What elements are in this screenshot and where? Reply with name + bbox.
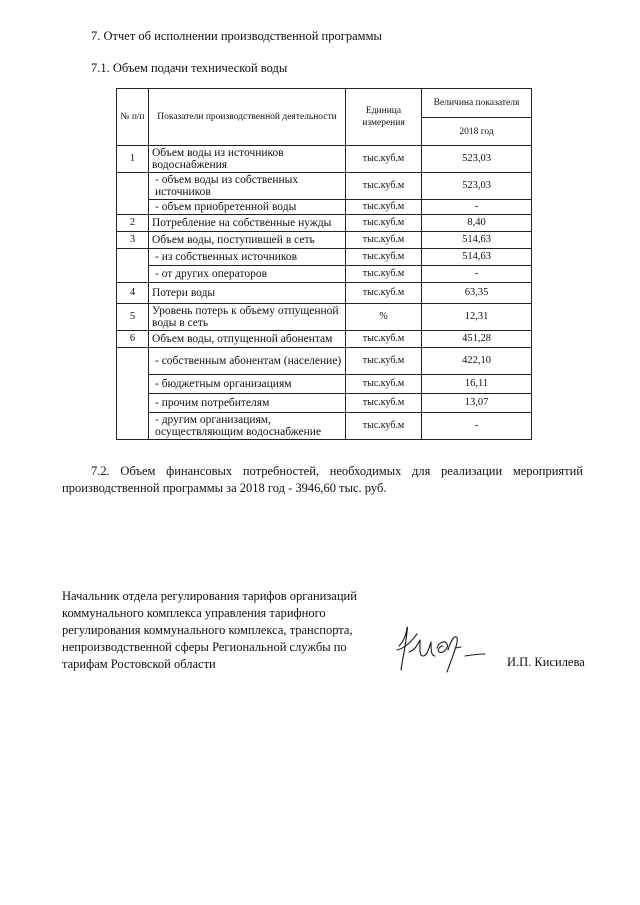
water-supply-table xyxy=(116,88,532,440)
table-row xyxy=(117,283,532,304)
table-row xyxy=(117,375,532,394)
table-row xyxy=(117,304,532,331)
row-value: 523,03 xyxy=(422,173,532,200)
row-value: - xyxy=(422,266,532,283)
section-title-7: 7. Отчет об исполнении производственной программы xyxy=(91,29,382,43)
table-row xyxy=(117,394,532,413)
row-name: - прочим потребителям xyxy=(149,394,346,413)
table-row xyxy=(117,173,532,200)
row-name: - из собственных источников xyxy=(149,249,346,266)
row-value: 16,11 xyxy=(422,375,532,394)
row-name: Уровень потерь к объему отпущенной воды в сеть xyxy=(149,304,346,331)
row-unit: тыс.куб.м xyxy=(346,348,422,375)
row-value: 422,10 xyxy=(422,348,532,375)
row-name: - объем воды из собственных источников xyxy=(149,173,346,200)
row-unit: тыс.куб.м xyxy=(346,394,422,413)
row-num: 6 xyxy=(117,331,149,348)
signatory-position-line: Начальник отдела регулирования тарифов организаций xyxy=(62,589,357,603)
table-row xyxy=(117,200,532,215)
header-indicator: Показатели производственной деятельности xyxy=(149,89,346,146)
row-name: - бюджетным организациям xyxy=(149,375,346,394)
table-row xyxy=(117,348,532,375)
row-value: 63,35 xyxy=(422,283,532,304)
row-value: 451,28 xyxy=(422,331,532,348)
row-num xyxy=(117,348,149,440)
row-value: 13,07 xyxy=(422,394,532,413)
signatory-position xyxy=(62,588,382,673)
table-row xyxy=(117,215,532,232)
signatory-position-line: регулирования коммунального комплекса, транспорта, xyxy=(62,623,353,637)
header-year: 2018 год xyxy=(422,118,532,146)
row-name: - другим организациям, осуществляющим водоснабжение xyxy=(149,413,346,440)
row-unit: тыс.куб.м xyxy=(346,331,422,348)
row-num: 4 xyxy=(117,283,149,304)
row-value: 523,03 xyxy=(422,146,532,173)
row-unit: тыс.куб.м xyxy=(346,215,422,232)
table-row xyxy=(117,232,532,249)
row-num xyxy=(117,249,149,283)
table-header xyxy=(117,89,532,146)
row-unit: тыс.куб.м xyxy=(346,375,422,394)
row-num xyxy=(117,173,149,215)
row-num: 1 xyxy=(117,146,149,173)
row-name: Потребление на собственные нужды xyxy=(149,215,346,232)
row-name: Объем воды, поступившей в сеть xyxy=(149,232,346,249)
row-unit: тыс.куб.м xyxy=(346,266,422,283)
row-num: 3 xyxy=(117,232,149,249)
table-row xyxy=(117,249,532,266)
row-unit: тыс.куб.м xyxy=(346,200,422,215)
table-body xyxy=(117,146,532,440)
header-num: № п/п xyxy=(117,89,149,146)
signatory-position-line: тарифам Ростовской области xyxy=(62,657,216,671)
row-num: 2 xyxy=(117,215,149,232)
row-value: 514,63 xyxy=(422,232,532,249)
row-name: - собственным абонентам (население) xyxy=(149,348,346,375)
row-name: Объем воды, отпущенной абонентам xyxy=(149,331,346,348)
row-unit: тыс.куб.м xyxy=(346,173,422,200)
header-unit: Единица измерения xyxy=(346,89,422,146)
row-unit: тыс.куб.м xyxy=(346,232,422,249)
signatory-position-line: коммунального комплекса управления тарифного xyxy=(62,606,326,620)
row-name: - от других операторов xyxy=(149,266,346,283)
row-value: 514,63 xyxy=(422,249,532,266)
row-value: 8,40 xyxy=(422,215,532,232)
row-unit: тыс.куб.м xyxy=(346,249,422,266)
table-row xyxy=(117,331,532,348)
row-num: 5 xyxy=(117,304,149,331)
paragraph-7-2: 7.2. Объем финансовых потребностей, необходимых для реализации мероприятий производственной программы за 2018 год - 3946,60 тыс. руб. xyxy=(62,464,583,495)
row-unit: тыс.куб.м xyxy=(346,146,422,173)
row-value: - xyxy=(422,413,532,440)
row-name: Потери воды xyxy=(149,283,346,304)
row-name: - объем приобретенной воды xyxy=(149,200,346,215)
row-value: - xyxy=(422,200,532,215)
handwritten-signature xyxy=(393,620,493,680)
row-unit: тыс.куб.м xyxy=(346,283,422,304)
header-value-group: Величина показателя xyxy=(422,89,532,118)
table-row xyxy=(117,146,532,173)
row-name: Объем воды из источников водоснабжения xyxy=(149,146,346,173)
row-unit: % xyxy=(346,304,422,331)
row-unit: тыс.куб.м xyxy=(346,413,422,440)
table-row xyxy=(117,266,532,283)
section-title-7-1: 7.1. Объем подачи технической воды xyxy=(91,61,288,75)
row-value: 12,31 xyxy=(422,304,532,331)
signatory-name: И.П. Кисилева xyxy=(507,655,585,669)
table-row xyxy=(117,413,532,440)
signatory-position-line: непроизводственной сферы Региональной службы по xyxy=(62,640,347,654)
